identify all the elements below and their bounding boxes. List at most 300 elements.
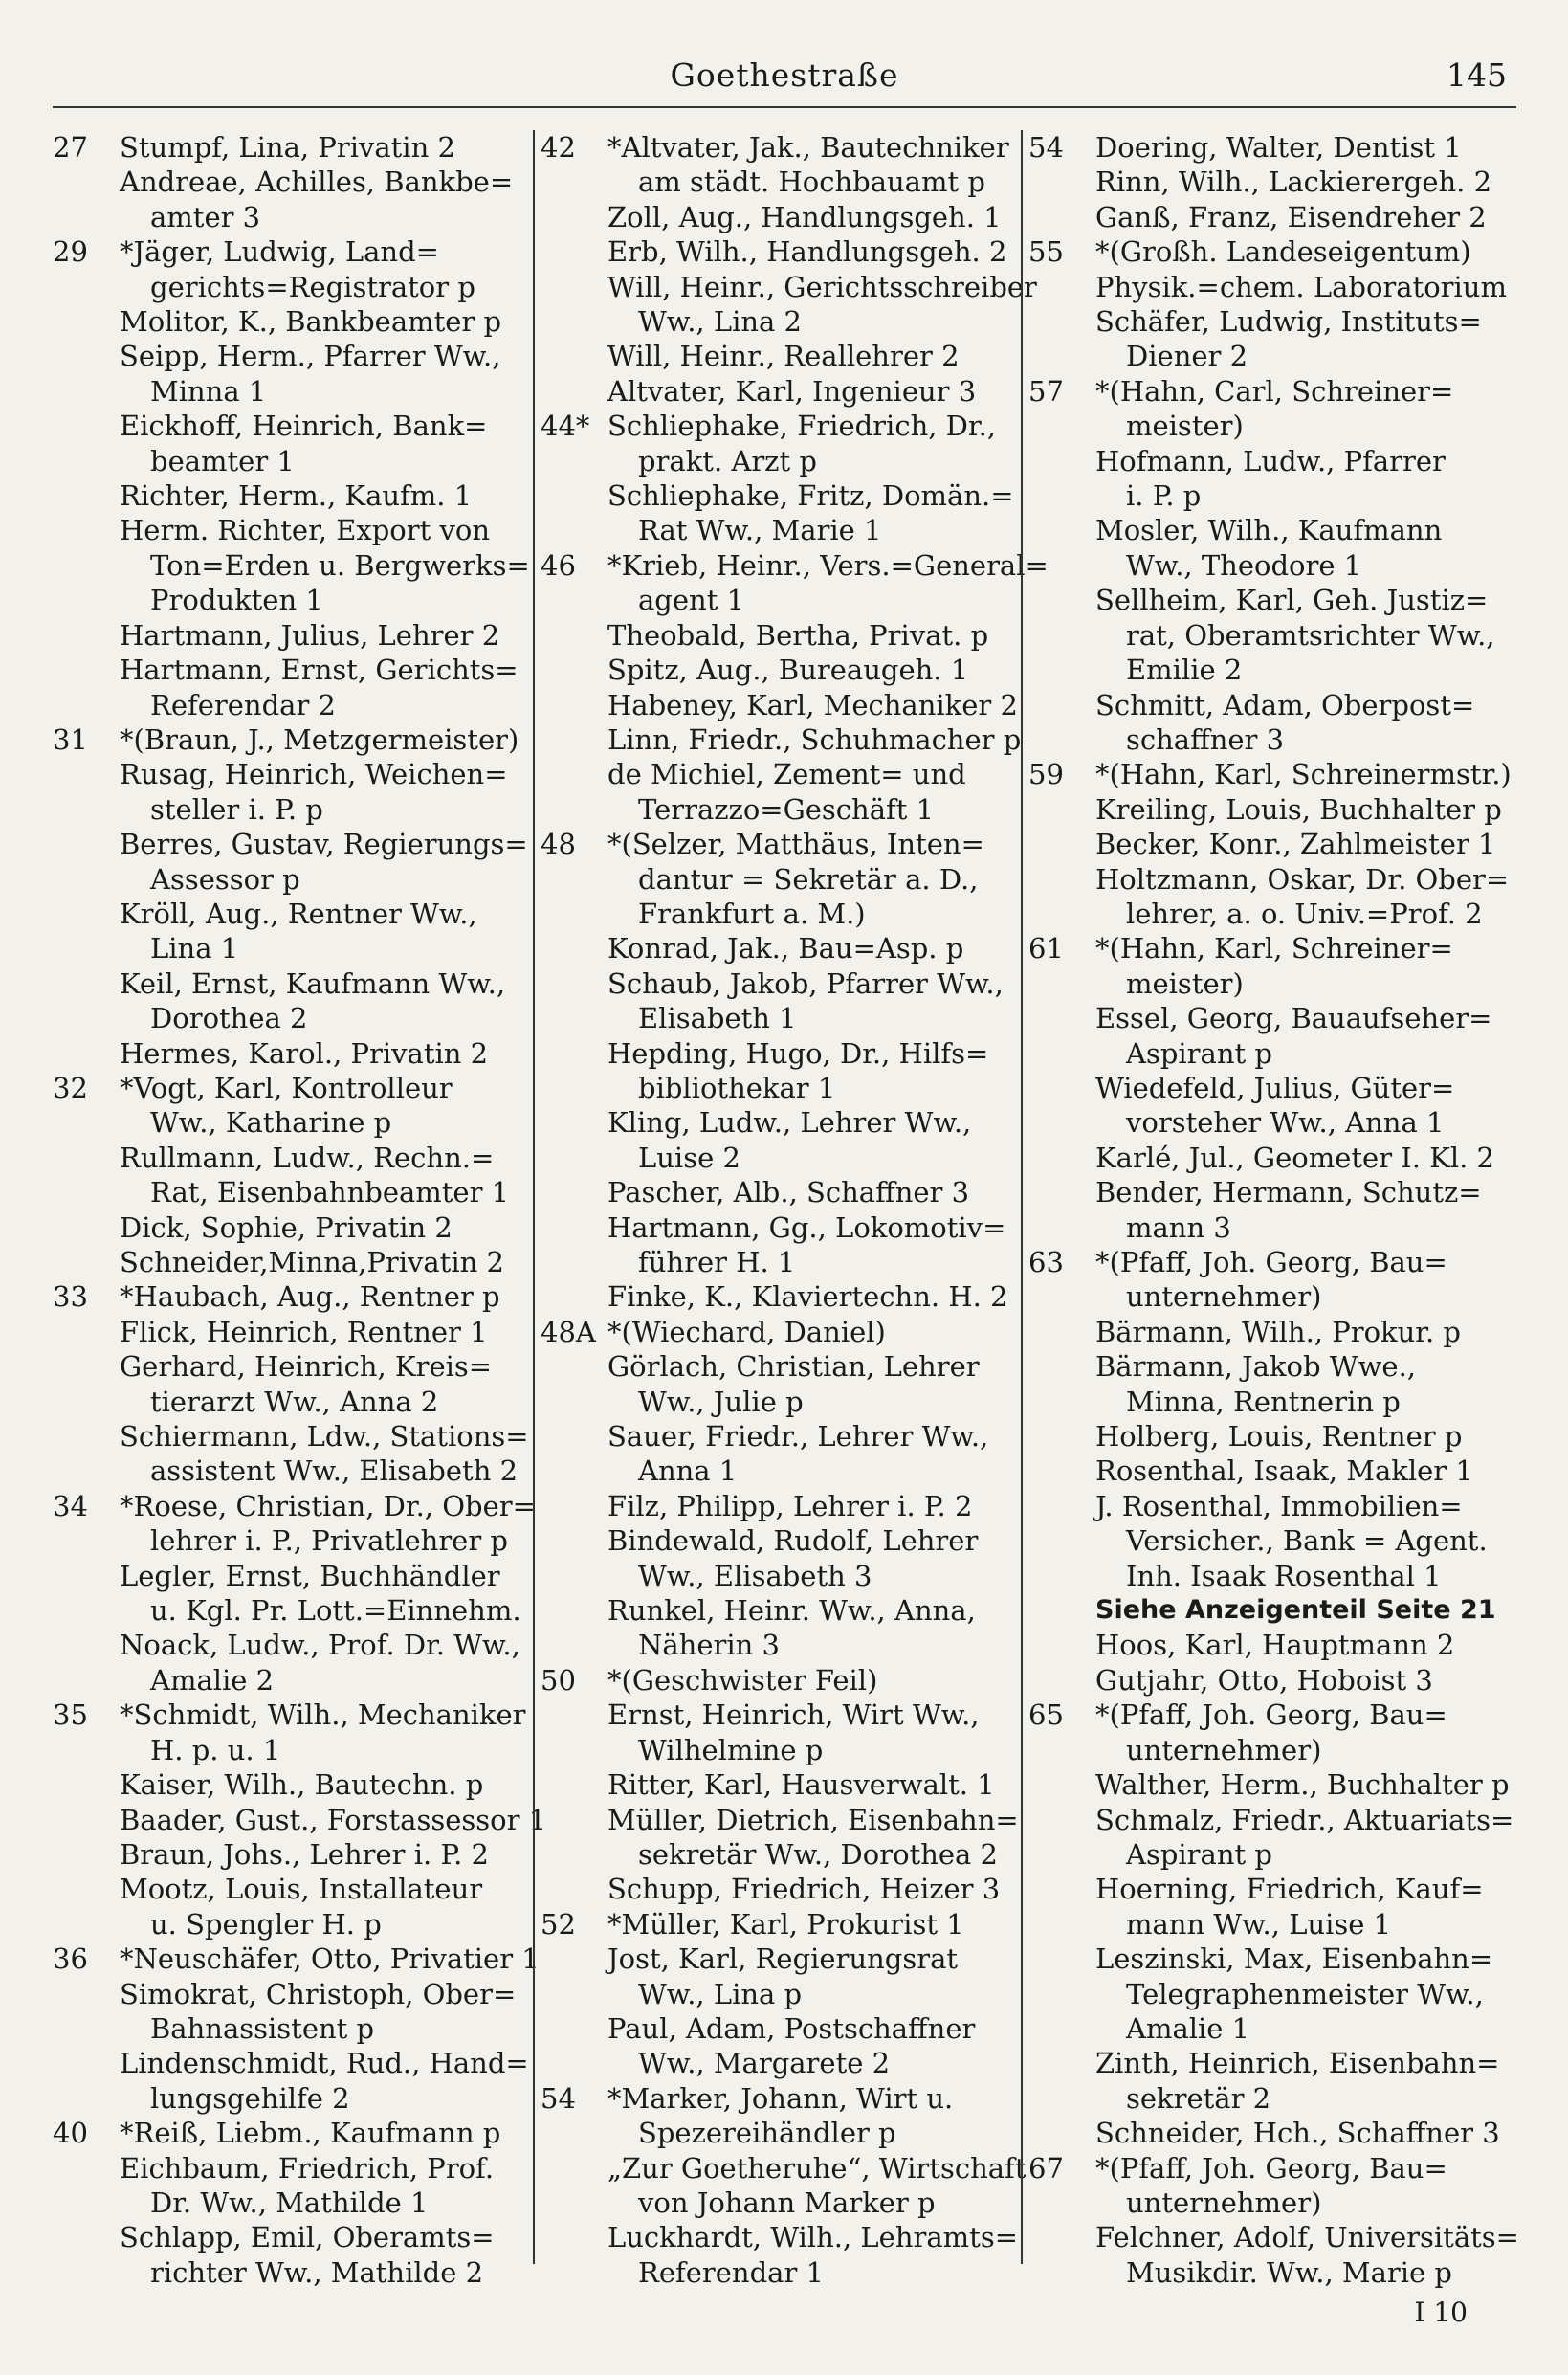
entry-line: Karlé, Jul., Geometer I. Kl. 2 [1095,1141,1494,1174]
entry-line: lehrer i. P., Privatlehrer p [150,1524,508,1558]
entry-line: Noack, Ludw., Prof. Dr. Ww., [120,1629,520,1662]
house-number: 55 [1028,235,1064,269]
entry-line: Luise 2 [638,1141,740,1174]
directory-entry [1028,862,1510,932]
directory-entry [1028,792,1502,827]
directory-entry [541,270,1037,340]
directory-entry [541,2081,1014,2151]
entry-line: Schneider,Minna,Privatin 2 [120,1246,504,1278]
entry-line: mann Ww., Luise 1 [1126,1907,1392,1941]
directory-entry [1028,165,1502,199]
house-number: 33 [53,1280,88,1314]
entry-line: führer H. 1 [638,1246,796,1278]
entry-line: Ww., Julie p [638,1385,804,1418]
directory-entry [541,1315,1014,1349]
entry-line: Wiedefeld, Julius, Güter= [1095,1071,1455,1104]
entry-line: vorsteher Ww., Anna 1 [1126,1106,1445,1140]
entry-line: Hoos, Karl, Hauptmann 2 [1095,1629,1455,1662]
directory-entry [541,1698,1014,1767]
entry-line: Luckhardt, Wilh., Lehramts= [607,2221,1018,2254]
entry-line: Minna, Rentnerin p [1126,1385,1401,1418]
entry-line: Holtzmann, Oskar, Dr. Ober= [1095,862,1510,896]
directory-entry [541,1489,1014,1523]
entry-line: Schliephake, Friedrich, Dr., [607,410,997,443]
column-3 [1028,130,1519,2289]
column-1 [53,130,547,2289]
entry-line: Paul, Adam, Postschaffner [607,2011,976,2045]
directory-entry [53,1837,526,1872]
entry-line: *Altvater, Jak., Bautechniker [607,131,1009,164]
entry-line: Habeney, Karl, Mechaniker 2 [607,688,1018,721]
directory-entry [53,722,526,757]
entry-line: Pascher, Alb., Schaffner 3 [607,1176,970,1210]
entry-line: Rat Ww., Marie 1 [638,514,882,547]
entry-line: Theobald, Bertha, Privat. p [607,618,989,652]
entry-line: agent 1 [638,584,745,617]
entry-line: Kreiling, Louis, Buchhalter p [1095,792,1502,826]
directory-entry [53,1977,526,2047]
entry-line: Dorothea 2 [150,1002,308,1035]
directory-entry [1028,827,1502,861]
entry-line: Gerhard, Heinrich, Kreis= [120,1350,493,1384]
entry-line: i. P. p [1126,479,1202,513]
entry-line: Eickhoff, Heinrich, Bank= [120,410,488,443]
directory-entry [53,2046,529,2116]
directory-entry [53,1279,526,1314]
directory-entry [1028,1803,1514,1873]
directory-entry [53,1141,526,1210]
entry-line: *(Großh. Landeseigentum) [1095,235,1471,269]
entry-line: Felchner, Adolf, Universitäts= [1095,2221,1519,2254]
directory-entry [53,1767,526,1802]
entry-line: Keil, Ernst, Kaufmann Ww., [120,966,506,1000]
entry-line: *Roese, Christian, Dr., Ober= [120,1489,536,1522]
directory-entry [1028,931,1502,1001]
entry-line: Bärmann, Jakob Wwe., [1095,1350,1417,1384]
entry-line: *(Pfaff, Joh. Georg, Bau= [1095,2151,1447,2185]
signature-mark: I 10 [1414,2297,1468,2328]
directory-entry [1028,234,1502,269]
entry-line: Bahnassistent p [150,2011,375,2045]
directory-entry [53,1559,526,1629]
entry-line: *(Geschwister Feil) [607,1663,878,1697]
entry-line: Will, Heinr., Gerichtsschreiber [607,270,1037,303]
entry-line: u. Kgl. Pr. Lott.=Einnehm. [150,1594,521,1628]
directory-entry [541,757,1014,827]
directory-entry [541,409,1014,478]
entry-line: schaffner 3 [1126,722,1285,756]
page-header [53,53,1516,100]
entry-line: Mosler, Wilh., Kaufmann [1095,514,1443,547]
entry-line: *(Braun, J., Metzgermeister) [120,722,519,756]
entry-line: Andreae, Achilles, Bankbe= [120,166,514,199]
directory-entry [53,827,526,897]
house-number: 42 [541,131,576,164]
entry-line: Berres, Gustav, Regierungs= [120,828,528,861]
directory-entry [1028,1175,1502,1245]
house-number: 48 [541,828,576,861]
directory-entry [53,1071,526,1141]
house-number: 57 [1028,374,1064,408]
house-number: 46 [541,548,576,582]
entry-line: J. Rosenthal, Immobilien= [1095,1489,1463,1522]
directory-entry [541,827,1014,931]
directory-entry [1028,1698,1502,1767]
entry-line: Referendar 2 [150,688,336,721]
entry-line: Hermes, Karol., Privatin 2 [120,1036,489,1070]
house-number: 54 [1028,131,1064,164]
directory-entry [1028,2151,1502,2221]
entry-line: *Marker, Johann, Wirt u. [607,2081,954,2115]
entry-line: rat, Oberamtsrichter Ww., [1126,618,1495,652]
entry-line: Gutjahr, Otto, Hoboist 3 [1095,1663,1433,1697]
entry-line: Dick, Sophie, Privatin 2 [120,1210,453,1244]
entry-line: Rosenthal, Isaak, Makler 1 [1095,1454,1473,1488]
directory-entry [53,1803,547,1837]
entry-line: Terrazzo=Geschäft 1 [638,792,935,826]
entry-line: Kling, Ludw., Lehrer Ww., [607,1106,972,1140]
entry-line: *(Hahn, Carl, Schreiner= [1095,374,1454,408]
entry-line: Schaub, Jakob, Pfarrer Ww., [607,966,1004,1000]
directory-entry [53,130,526,165]
house-number: 65 [1028,1698,1064,1732]
directory-entry [53,339,526,409]
entry-line: de Michiel, Zement= und [607,758,966,791]
entry-line: Ww., Lina p [638,1977,803,2010]
entry-line: Görlach, Christian, Lehrer [607,1350,980,1384]
directory-entry [541,1942,1014,2011]
directory-entry [541,2011,1014,2081]
house-number: 36 [53,1942,88,1976]
entry-line: Ganß, Franz, Eisendreher 2 [1095,200,1487,233]
entry-line: sekretär Ww., Dorothea 2 [638,1837,998,1871]
entry-line: Sellheim, Karl, Geh. Justiz= [1095,584,1489,617]
directory-entry [1028,444,1502,514]
entry-line: Altvater, Karl, Ingenieur 3 [607,374,977,408]
entry-line: Amalie 2 [150,1663,275,1697]
directory-entry [1028,1349,1502,1419]
entry-line: Lindenschmidt, Rud., Hand= [120,2047,529,2080]
directory-entry [53,1698,526,1767]
directory-entry [541,931,1014,966]
entry-line: prakt. Arzt p [638,444,817,477]
directory-entry [1028,1663,1502,1698]
directory-entry [541,1803,1019,1873]
entry-line: Lina 1 [150,932,239,966]
entry-line: Ww., Lina 2 [638,305,803,339]
entry-line: Bender, Hermann, Schutz= [1095,1176,1482,1210]
directory-entry [1028,200,1502,234]
entry-line: u. Spengler H. p [150,1907,382,1941]
entry-line: lehrer, a. o. Univ.=Prof. 2 [1126,897,1483,930]
entry-line: unternehmer) [1126,2186,1322,2219]
directory-entry [541,1907,1014,1942]
house-number: 32 [53,1071,88,1104]
directory-entry [1028,513,1502,583]
directory-entry [53,2116,526,2150]
entry-line: Hartmann, Ernst, Gerichts= [120,654,519,687]
entry-line: Telegraphenmeister Ww., [1126,1977,1484,2010]
directory-entry [53,304,526,339]
directory-entry [53,478,526,513]
directory-entry [541,478,1014,548]
entry-line: Rinn, Wilh., Lackierergeh. 2 [1095,166,1492,199]
entry-line: Aspirant p [1126,1036,1272,1070]
entry-line: *(Hahn, Karl, Schreinermstr.) [1095,758,1512,791]
entry-line: Schmalz, Friedr., Aktuariats= [1095,1803,1514,1836]
entry-line: Eichbaum, Friedrich, Prof. [120,2151,495,2185]
entry-line: Essel, Georg, Bauaufseher= [1095,1002,1492,1035]
entry-line: unternehmer) [1126,1733,1322,1766]
directory-entry [541,374,1014,409]
entry-line: Schneider, Hch., Schaffner 3 [1095,2117,1500,2150]
directory-entry [541,234,1014,269]
entry-line: Frankfurt a. M.) [638,897,866,930]
directory-entry [1028,1628,1502,1662]
entry-line: Erb, Wilh., Handlungsgeh. 2 [607,235,1007,269]
entry-line: am städt. Hochbauamt p [638,166,985,199]
entry-line: Mootz, Louis, Installateur [120,1873,483,1906]
entry-line: Schiermann, Ldw., Stations= [120,1420,529,1454]
entry-line: *(Pfaff, Joh. Georg, Bau= [1095,1698,1447,1732]
entry-line: Spitz, Aug., Bureaugeh. 1 [607,654,969,687]
entry-line: *(Pfaff, Joh. Georg, Bau= [1095,1246,1447,1278]
house-number: 40 [53,2117,88,2150]
entry-line: Ton=Erden u. Bergwerks= [150,548,530,582]
entry-line: Ww., Katharine p [150,1106,392,1140]
entry-line: *Krieb, Heinr., Vers.=General= [607,548,1049,582]
directory-entry [541,688,1018,722]
directory-entry [1028,1141,1502,1175]
entry-line: Referendar 1 [638,2255,824,2289]
directory-entry [53,618,526,653]
entry-line: *(Hahn, Karl, Schreiner= [1095,932,1453,966]
directory-entry [1028,130,1502,165]
house-number: 54 [541,2081,576,2115]
entry-line: Jost, Karl, Regierungsrat [607,1942,959,1976]
entry-line: Spezereihändler p [638,2117,896,2150]
entry-line: Rat, Eisenbahnbeamter 1 [150,1176,510,1210]
house-number: 34 [53,1489,88,1522]
entry-line: bibliothekar 1 [638,1071,836,1104]
directory-entry [53,897,526,966]
house-number: 50 [541,1663,576,1697]
entry-line: Zinth, Heinrich, Eisenbahn= [1095,2047,1500,2080]
entry-line: *Schmidt, Wilh., Mechaniker [120,1698,526,1732]
entry-line: von Johann Marker p [638,2186,936,2219]
entry-line: gerichts=Registrator p [150,270,475,303]
advertisement-reference: Siehe Anzeigenteil Seite 21 [1095,1595,1496,1626]
entry-line: *Neuschäfer, Otto, Privatier 1 [120,1942,540,1976]
entry-line: meister) [1126,966,1244,1000]
entry-line: Hartmann, Gg., Lokomotiv= [607,1210,1006,1244]
entry-line: Molitor, K., Bankbeamter p [120,305,502,339]
entry-line: Schäfer, Ludwig, Instituts= [1095,305,1482,339]
entry-line: Elisabeth 1 [638,1002,797,1035]
house-number: 29 [53,235,88,269]
directory-entry [541,1523,1014,1593]
entry-line: Schlapp, Emil, Oberamts= [120,2221,495,2254]
entry-line: *Müller, Karl, Prokurist 1 [607,1907,964,1941]
directory-entry [53,1942,540,1976]
entry-line: Filz, Philipp, Lehrer i. P. 2 [607,1489,973,1522]
entry-line: Hepding, Hugo, Dr., Hilfs= [607,1036,989,1070]
house-number: 44* [541,410,590,443]
directory-entry [541,653,1014,687]
entry-line: Anna 1 [638,1454,738,1488]
entry-line: sekretär 2 [1126,2081,1271,2115]
directory-entry [1028,583,1502,687]
directory-entry [53,1036,526,1071]
house-number: 31 [53,722,88,756]
entry-line: Wilhelmine p [638,1733,824,1766]
directory-entry [541,339,1014,373]
house-number: 48A [541,1315,596,1348]
entry-line: Kröll, Aug., Rentner Ww., [120,897,477,930]
directory-entry [53,1872,526,1942]
page-number: 145 [1447,56,1507,94]
entry-line: Ww., Margarete 2 [638,2047,891,2080]
entry-line: Ernst, Heinrich, Wirt Ww., [607,1698,980,1732]
entry-line: *Jäger, Ludwig, Land= [120,235,439,269]
entry-line: unternehmer) [1126,1280,1322,1314]
house-number: 61 [1028,932,1064,966]
directory-entry [1028,688,1502,758]
entry-line: Näherin 3 [638,1629,780,1662]
house-number: 59 [1028,758,1064,791]
entry-line: Ww., Theodore 1 [1126,548,1362,582]
directory-entry [53,513,530,617]
directory-entry [1028,1001,1502,1071]
directory-entry [541,548,1049,618]
entry-line: Richter, Herm., Kaufm. 1 [120,479,473,513]
entry-line: Müller, Dietrich, Eisenbahn= [607,1803,1019,1836]
entry-line: Holberg, Louis, Rentner p [1095,1420,1463,1454]
entry-line: Ritter, Karl, Hausverwalt. 1 [607,1768,995,1802]
directory-entry [1028,1245,1502,1315]
entry-line: Linn, Friedr., Schuhmacher p [607,722,1022,756]
directory-entry [541,1349,1014,1419]
header-rule [53,106,1516,108]
entry-line: Finke, K., Klaviertechn. H. 2 [607,1280,1008,1314]
directory-entry [53,165,526,234]
directory-entry [541,618,1014,653]
entry-line: Doering, Walter, Dentist 1 [1095,131,1462,164]
directory-columns [53,130,1519,2289]
column-divider [1021,130,1023,2264]
directory-entry [1028,304,1502,374]
entry-line: *(Selzer, Matthäus, Inten= [607,828,984,861]
entry-line: Hartmann, Julius, Lehrer 2 [120,618,500,652]
entry-line: Flick, Heinrich, Rentner 1 [120,1315,488,1348]
directory-entry [53,966,526,1036]
directory-entry [541,1036,1014,1106]
directory-entry [541,1663,1014,1698]
entry-line: Diener 2 [1126,340,1248,373]
directory-entry [53,1419,529,1489]
entry-line: Versicher., Bank = Agent. [1126,1524,1488,1558]
entry-line: Kaiser, Wilh., Bautechn. p [120,1768,484,1802]
entry-line: lungsgehilfe 2 [150,2081,350,2115]
directory-entry [541,722,1022,757]
directory-entry [53,1349,526,1419]
directory-entry [1028,2116,1502,2150]
directory-entry [1028,1942,1502,2046]
directory-entry [53,1245,526,1279]
directory-entry [1028,1767,1510,1802]
entry-line: „Zur Goetheruhe“, Wirtschaft [607,2151,1027,2185]
directory-entry [1028,757,1512,791]
directory-entry [1028,270,1507,304]
directory-entry [1028,1315,1502,1349]
directory-entry [541,130,1014,200]
directory-entry [541,2220,1018,2290]
entry-line: Dr. Ww., Mathilde 1 [150,2186,429,2219]
entry-line: Zoll, Aug., Handlungsgeh. 1 [607,200,1002,233]
directory-entry [53,2151,526,2221]
directory-entry [541,200,1014,234]
directory-entry [1028,2220,1519,2290]
directory-entry [1028,1489,1502,1593]
entry-line: Baader, Gust., Forstassessor 1 [120,1803,547,1836]
directory-entry [541,1767,1014,1802]
entry-line: Rusag, Heinrich, Weichen= [120,758,508,791]
entry-line: Schliephake, Fritz, Domän.= [607,479,1014,513]
entry-line: Inh. Isaak Rosenthal 1 [1126,1559,1442,1592]
directory-entry [53,653,526,722]
directory-entry [53,1628,526,1698]
entry-line: Herm. Richter, Export von [120,514,491,547]
directory-entry [1028,2046,1502,2116]
entry-line: Konrad, Jak., Bau=Asp. p [607,932,964,966]
entry-line: Ww., Elisabeth 3 [638,1559,872,1592]
entry-line: richter Ww., Mathilde 2 [150,2255,484,2289]
entry-line: Schmitt, Adam, Oberpost= [1095,688,1475,721]
entry-line: Braun, Johs., Lehrer i. P. 2 [120,1837,489,1871]
directory-entry [53,1489,536,1559]
directory-entry [541,1175,1014,1210]
entry-line: Bindewald, Rudolf, Lehrer [607,1524,979,1558]
directory-entry [541,1279,1014,1314]
entry-line: mann 3 [1126,1210,1231,1244]
entry-line: Emilie 2 [1126,654,1243,687]
entry-line: Produkten 1 [150,584,323,617]
entry-line: Minna 1 [150,374,267,408]
directory-entry [53,1210,526,1245]
directory-entry [541,1593,1014,1663]
entry-line: assistent Ww., Elisabeth 2 [150,1454,519,1488]
house-number: 27 [53,131,88,164]
house-number: 63 [1028,1246,1064,1278]
entry-line: Stumpf, Lina, Privatin 2 [120,131,455,164]
entry-line: Becker, Konr., Zahlmeister 1 [1095,828,1496,861]
directory-entry [53,234,526,304]
entry-line: Hofmann, Ludw., Pfarrer [1095,444,1446,477]
directory-entry [541,1210,1014,1280]
page-title: Goethestraße [670,56,899,94]
directory-entry [1028,1872,1502,1942]
entry-line: *Vogt, Karl, Kontrolleur [120,1071,453,1104]
entry-line: Hoerning, Friedrich, Kauf= [1095,1873,1484,1906]
directory-entry [541,966,1014,1036]
entry-line: Leszinski, Max, Eisenbahn= [1095,1942,1493,1976]
entry-line: Sauer, Friedr., Lehrer Ww., [607,1420,989,1454]
entry-line: Runkel, Heinr. Ww., Anna, [607,1594,976,1628]
entry-line: Seipp, Herm., Pfarrer Ww., [120,340,501,373]
directory-entry [53,1315,526,1349]
entry-line: tierarzt Ww., Anna 2 [150,1385,439,1418]
entry-line: meister) [1126,410,1244,443]
